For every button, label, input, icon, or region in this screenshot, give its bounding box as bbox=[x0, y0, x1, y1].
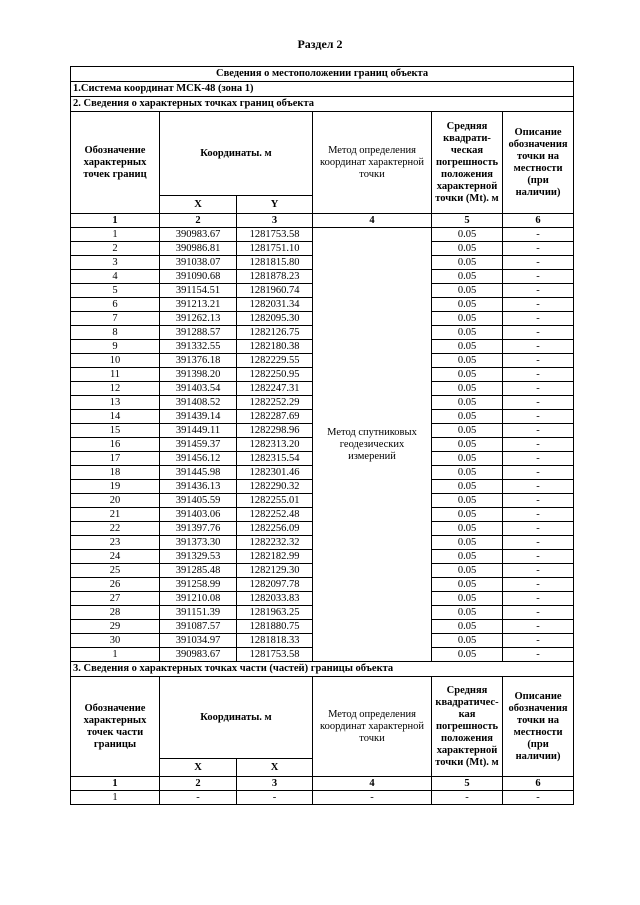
point-number: 23 bbox=[71, 536, 160, 550]
point-number: 29 bbox=[71, 620, 160, 634]
point-number: 12 bbox=[71, 382, 160, 396]
description-value: - bbox=[503, 550, 574, 564]
coord-x: 391449.11 bbox=[160, 424, 237, 438]
error-value: 0.05 bbox=[432, 382, 503, 396]
coord-x: 391456.12 bbox=[160, 452, 237, 466]
coordinate-system-row: 1.Система координат МСК-48 (зона 1) bbox=[71, 82, 574, 97]
error-value: 0.05 bbox=[432, 312, 503, 326]
point-number: 11 bbox=[71, 368, 160, 382]
description-value: - bbox=[503, 480, 574, 494]
coord-y: 1282180.38 bbox=[237, 340, 313, 354]
column-number: 2 bbox=[160, 777, 237, 791]
header-coordinates: Координаты. м bbox=[160, 677, 313, 759]
coord-y: 1282255.01 bbox=[237, 494, 313, 508]
description-value: - bbox=[503, 382, 574, 396]
point-number: 14 bbox=[71, 410, 160, 424]
point-number: 9 bbox=[71, 340, 160, 354]
error-value: 0.05 bbox=[432, 508, 503, 522]
coord-y: 1282256.09 bbox=[237, 522, 313, 536]
coord-y: 1282298.96 bbox=[237, 424, 313, 438]
coord-x: 391439.14 bbox=[160, 410, 237, 424]
coord-x: 390986.81 bbox=[160, 242, 237, 256]
header-point-designation: Обозначение характерных точек части границы bbox=[71, 677, 160, 777]
description-value: - bbox=[503, 396, 574, 410]
coord-y: 1282250.95 bbox=[237, 368, 313, 382]
error-value: 0.05 bbox=[432, 648, 503, 662]
coord-x: 391258.99 bbox=[160, 578, 237, 592]
error-value: 0.05 bbox=[432, 592, 503, 606]
error-value: 0.05 bbox=[432, 452, 503, 466]
error-value: 0.05 bbox=[432, 564, 503, 578]
error-value: 0.05 bbox=[432, 256, 503, 270]
coord-y: 1282301.46 bbox=[237, 466, 313, 480]
error-value: 0.05 bbox=[432, 340, 503, 354]
error-value: 0.05 bbox=[432, 550, 503, 564]
point-number: 10 bbox=[71, 354, 160, 368]
coord-x: 391329.53 bbox=[160, 550, 237, 564]
coord-x: 391459.37 bbox=[160, 438, 237, 452]
coord-x: 391034.97 bbox=[160, 634, 237, 648]
description-value: - bbox=[503, 242, 574, 256]
table-row bbox=[71, 228, 574, 242]
column-number: 3 bbox=[237, 214, 313, 228]
point-number: 15 bbox=[71, 424, 160, 438]
coord-x: 391213.21 bbox=[160, 298, 237, 312]
coord-y: 1282287.69 bbox=[237, 410, 313, 424]
coord-x: 391038.07 bbox=[160, 256, 237, 270]
coord-y: 1281818.33 bbox=[237, 634, 313, 648]
column-number: 5 bbox=[432, 777, 503, 791]
error-value: 0.05 bbox=[432, 620, 503, 634]
point-number: 2 bbox=[71, 242, 160, 256]
coord-x: 391445.98 bbox=[160, 466, 237, 480]
coord-y: 1282247.31 bbox=[237, 382, 313, 396]
point-number: 19 bbox=[71, 480, 160, 494]
description-value: - bbox=[503, 410, 574, 424]
header-x: X bbox=[160, 759, 237, 777]
header-point-designation: Обозначение характерных точек границ bbox=[71, 112, 160, 214]
description-value: - bbox=[503, 592, 574, 606]
coord-x: 391210.08 bbox=[160, 592, 237, 606]
coord-x: 391436.13 bbox=[160, 480, 237, 494]
header-error: Средняя квадратичес-кая погрешность положения характерной точки (Mt). м bbox=[432, 677, 503, 777]
description-value: - bbox=[503, 536, 574, 550]
header-coordinates: Координаты. м bbox=[160, 112, 313, 196]
coord-x: 391262.13 bbox=[160, 312, 237, 326]
coord-y: 1282290.32 bbox=[237, 480, 313, 494]
error-value: 0.05 bbox=[432, 354, 503, 368]
description-value: - bbox=[503, 494, 574, 508]
boundary-table bbox=[70, 66, 574, 805]
error-value: 0.05 bbox=[432, 494, 503, 508]
point-number: 18 bbox=[71, 466, 160, 480]
error-value: 0.05 bbox=[432, 536, 503, 550]
header-x-2: X bbox=[237, 759, 313, 777]
coord-y: 1282313.20 bbox=[237, 438, 313, 452]
column-number: 4 bbox=[313, 777, 432, 791]
column-number: 5 bbox=[432, 214, 503, 228]
description-value: - bbox=[503, 564, 574, 578]
error-value: 0.05 bbox=[432, 396, 503, 410]
error-value: 0.05 bbox=[432, 466, 503, 480]
coord-x: 391154.51 bbox=[160, 284, 237, 298]
description-value: - bbox=[503, 620, 574, 634]
error-value: 0.05 bbox=[432, 326, 503, 340]
header-method: Метод определения координат характерной точки bbox=[313, 677, 432, 777]
description-value: - bbox=[503, 606, 574, 620]
error-value: 0.05 bbox=[432, 410, 503, 424]
description-value: - bbox=[503, 284, 574, 298]
description-value: - bbox=[503, 522, 574, 536]
error-value: 0.05 bbox=[432, 242, 503, 256]
point-number: 24 bbox=[71, 550, 160, 564]
coord-x: 391332.55 bbox=[160, 340, 237, 354]
point-number: 4 bbox=[71, 270, 160, 284]
error-value: 0.05 bbox=[432, 284, 503, 298]
coord-y: 1281878.23 bbox=[237, 270, 313, 284]
point-number: 28 bbox=[71, 606, 160, 620]
header-y: Y bbox=[237, 196, 313, 214]
coord-y: 1282097.78 bbox=[237, 578, 313, 592]
description-value: - bbox=[503, 648, 574, 662]
description-value: - bbox=[503, 452, 574, 466]
column-number: 6 bbox=[503, 214, 574, 228]
column-number: 1 bbox=[71, 214, 160, 228]
point-number: 21 bbox=[71, 508, 160, 522]
coord-x: 390983.67 bbox=[160, 228, 237, 242]
description-value: - bbox=[503, 298, 574, 312]
description-value: - bbox=[503, 368, 574, 382]
point-number: 17 bbox=[71, 452, 160, 466]
error-value: 0.05 bbox=[432, 438, 503, 452]
description-value: - bbox=[503, 354, 574, 368]
point-number: 3 bbox=[71, 256, 160, 270]
coord-x: 390983.67 bbox=[160, 648, 237, 662]
description-value: - bbox=[503, 326, 574, 340]
description-value: - bbox=[503, 312, 574, 326]
column-numbers-row bbox=[71, 214, 574, 228]
point-number: 20 bbox=[71, 494, 160, 508]
part-cell: - bbox=[503, 791, 574, 805]
coord-y: 1281960.74 bbox=[237, 284, 313, 298]
error-value: 0.05 bbox=[432, 298, 503, 312]
coord-y: 1282182.99 bbox=[237, 550, 313, 564]
coord-y: 1282252.48 bbox=[237, 508, 313, 522]
point-number: 13 bbox=[71, 396, 160, 410]
coord-y: 1281963.25 bbox=[237, 606, 313, 620]
description-value: - bbox=[503, 578, 574, 592]
description-value: - bbox=[503, 634, 574, 648]
column-number: 1 bbox=[71, 777, 160, 791]
coord-y: 1282229.55 bbox=[237, 354, 313, 368]
header-description: Описание обозначения точки на местности (при наличии) bbox=[503, 112, 574, 214]
point-number: 1 bbox=[71, 648, 160, 662]
column-number: 6 bbox=[503, 777, 574, 791]
description-value: - bbox=[503, 270, 574, 284]
description-value: - bbox=[503, 424, 574, 438]
coord-x: 391285.48 bbox=[160, 564, 237, 578]
header-error: Средняя квадрати-ческая погрешность положения характерной точки (Mt). м bbox=[432, 112, 503, 214]
description-value: - bbox=[503, 228, 574, 242]
header-method: Метод определения координат характерной точки bbox=[313, 112, 432, 214]
coord-y: 1282031.34 bbox=[237, 298, 313, 312]
point-number: 16 bbox=[71, 438, 160, 452]
column-numbers-row bbox=[71, 777, 574, 791]
coord-y: 1282126.75 bbox=[237, 326, 313, 340]
page-title: Раздел 2 bbox=[297, 37, 343, 51]
part-cell: - bbox=[313, 791, 432, 805]
table-title: Сведения о местоположении границ объекта bbox=[71, 67, 574, 82]
coord-x: 391090.68 bbox=[160, 270, 237, 284]
error-value: 0.05 bbox=[432, 368, 503, 382]
column-number: 3 bbox=[237, 777, 313, 791]
part-cell: - bbox=[160, 791, 237, 805]
coord-y: 1282232.32 bbox=[237, 536, 313, 550]
coord-x: 391403.06 bbox=[160, 508, 237, 522]
column-number: 2 bbox=[160, 214, 237, 228]
method-cell: Метод спутниковых геодезических измерений bbox=[313, 228, 432, 662]
point-number: 5 bbox=[71, 284, 160, 298]
column-number: 4 bbox=[313, 214, 432, 228]
coord-x: 391151.39 bbox=[160, 606, 237, 620]
table-row bbox=[71, 791, 574, 805]
part-cell: - bbox=[237, 791, 313, 805]
point-number: 6 bbox=[71, 298, 160, 312]
description-value: - bbox=[503, 508, 574, 522]
coord-y: 1282033.83 bbox=[237, 592, 313, 606]
coord-y: 1282315.54 bbox=[237, 452, 313, 466]
coord-x: 391403.54 bbox=[160, 382, 237, 396]
coord-y: 1281880.75 bbox=[237, 620, 313, 634]
header-description: Описание обозначения точки на местности (при наличии) bbox=[503, 677, 574, 777]
coord-y: 1281753.58 bbox=[237, 228, 313, 242]
error-value: 0.05 bbox=[432, 270, 503, 284]
error-value: 0.05 bbox=[432, 228, 503, 242]
coord-x: 391288.57 bbox=[160, 326, 237, 340]
error-value: 0.05 bbox=[432, 578, 503, 592]
error-value: 0.05 bbox=[432, 424, 503, 438]
coord-y: 1282095.30 bbox=[237, 312, 313, 326]
coord-y: 1282252.29 bbox=[237, 396, 313, 410]
point-number: 27 bbox=[71, 592, 160, 606]
coord-x: 391087.57 bbox=[160, 620, 237, 634]
part-cell: 1 bbox=[71, 791, 160, 805]
point-number: 25 bbox=[71, 564, 160, 578]
coord-y: 1281751.10 bbox=[237, 242, 313, 256]
coord-x: 391397.76 bbox=[160, 522, 237, 536]
part-cell: - bbox=[432, 791, 503, 805]
coord-x: 391398.20 bbox=[160, 368, 237, 382]
description-value: - bbox=[503, 438, 574, 452]
point-number: 8 bbox=[71, 326, 160, 340]
coord-y: 1282129.30 bbox=[237, 564, 313, 578]
section-boundary-points: 2. Сведения о характерных точках границ объекта bbox=[71, 97, 574, 112]
section-part-points: 3. Сведения о характерных точках части (частей) границы объекта bbox=[71, 662, 574, 677]
coord-x: 391405.59 bbox=[160, 494, 237, 508]
description-value: - bbox=[503, 466, 574, 480]
error-value: 0.05 bbox=[432, 634, 503, 648]
point-number: 1 bbox=[71, 228, 160, 242]
point-number: 30 bbox=[71, 634, 160, 648]
point-number: 22 bbox=[71, 522, 160, 536]
header-x: X bbox=[160, 196, 237, 214]
coord-x: 391376.18 bbox=[160, 354, 237, 368]
coord-y: 1281753.58 bbox=[237, 648, 313, 662]
error-value: 0.05 bbox=[432, 522, 503, 536]
coord-x: 391408.52 bbox=[160, 396, 237, 410]
description-value: - bbox=[503, 340, 574, 354]
error-value: 0.05 bbox=[432, 480, 503, 494]
point-number: 7 bbox=[71, 312, 160, 326]
error-value: 0.05 bbox=[432, 606, 503, 620]
point-number: 26 bbox=[71, 578, 160, 592]
coord-y: 1281815.80 bbox=[237, 256, 313, 270]
description-value: - bbox=[503, 256, 574, 270]
coord-x: 391373.30 bbox=[160, 536, 237, 550]
